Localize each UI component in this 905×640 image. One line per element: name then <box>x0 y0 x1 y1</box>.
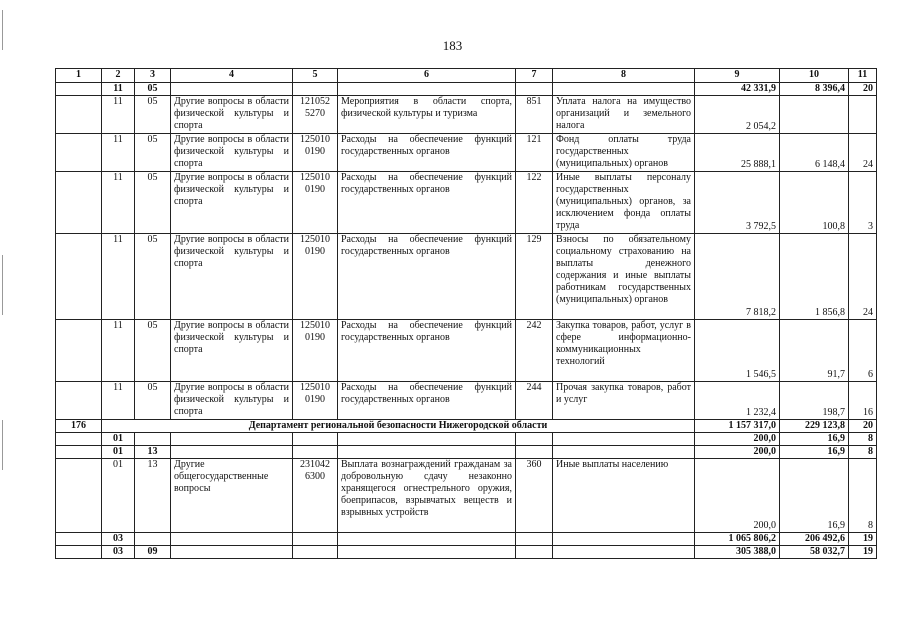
header-row <box>56 69 877 83</box>
cell-target-article: 125010 0190 <box>293 382 338 420</box>
cell-subsection: 05 <box>135 382 171 420</box>
cell-amount-plan: 7 818,2 <box>695 234 780 320</box>
cell-section-name: Другие вопросы в области физической культуры и спорта <box>171 382 293 420</box>
cell-col1 <box>56 234 102 320</box>
cell-amount-actual: 58 032,7 <box>780 546 849 559</box>
cell-amount-plan: 1 546,5 <box>695 320 780 382</box>
cell-amount-actual: 1 856,8 <box>780 234 849 320</box>
col-header-5: 5 <box>293 69 338 83</box>
cell-amount-plan: 305 388,0 <box>695 546 780 559</box>
cell-article-name: Расходы на обеспечение функций государственных органов <box>338 382 516 420</box>
cell-section: 11 <box>102 96 135 134</box>
cell-col1 <box>56 134 102 172</box>
cell-col1 <box>56 433 102 446</box>
cell-expense-type <box>516 446 553 459</box>
cell-expense-name: Иные выплаты населению <box>553 459 695 533</box>
cell-subsection: 05 <box>135 172 171 234</box>
col-header-11: 11 <box>849 69 877 83</box>
cell-expense-name: Иные выплаты персоналу государственных (муниципальных) органов, за исключением фонда оплаты труда <box>553 172 695 234</box>
cell-target-article: 125010 0190 <box>293 320 338 382</box>
cell-amount-actual: 100,8 <box>780 172 849 234</box>
cell-percent: 19 <box>849 533 877 546</box>
cell-percent: 8 <box>849 433 877 446</box>
cell-expense-name: Прочая закупка товаров, работ и услуг <box>553 382 695 420</box>
cell-expense-type <box>516 83 553 96</box>
cell-expense-type: 851 <box>516 96 553 134</box>
cell-col1 <box>56 459 102 533</box>
table-row <box>56 382 877 420</box>
cell-section: 11 <box>102 172 135 234</box>
cell-subsection <box>135 533 171 546</box>
cell-target-article <box>293 433 338 446</box>
cell-expense-name: Фонд оплаты труда государственных (муниципальных) органов <box>553 134 695 172</box>
table-row <box>56 83 877 96</box>
cell-section: 01 <box>102 459 135 533</box>
cell-expense-type: 129 <box>516 234 553 320</box>
col-header-8: 8 <box>553 69 695 83</box>
cell-expense-type: 360 <box>516 459 553 533</box>
cell-expense-name: Уплата налога на имущество организаций и земельного налога <box>553 96 695 134</box>
cell-expense-name <box>553 546 695 559</box>
cell-col1 <box>56 320 102 382</box>
margin-artifact <box>2 255 3 315</box>
cell-col1 <box>56 96 102 134</box>
cell-subsection: 05 <box>135 96 171 134</box>
cell-amount-actual: 16,9 <box>780 446 849 459</box>
cell-percent: 6 <box>849 320 877 382</box>
cell-amount-plan: 2 054,2 <box>695 96 780 134</box>
cell-col1 <box>56 446 102 459</box>
cell-percent: 3 <box>849 172 877 234</box>
cell-expense-name: Закупка товаров, работ, услуг в сфере информационно-коммуникационных технологий <box>553 320 695 382</box>
cell-expense-type: 122 <box>516 172 553 234</box>
cell-section: 11 <box>102 134 135 172</box>
cell-percent: 16 <box>849 382 877 420</box>
budget-table <box>55 68 877 559</box>
cell-subsection: 13 <box>135 446 171 459</box>
cell-percent: 8 <box>849 459 877 533</box>
cell-amount-plan: 42 331,9 <box>695 83 780 96</box>
cell-article-name <box>338 83 516 96</box>
cell-section-name: Другие общегосударственные вопросы <box>171 459 293 533</box>
cell-amount-actual: 16,9 <box>780 433 849 446</box>
cell-section-name <box>171 446 293 459</box>
cell-subsection: 13 <box>135 459 171 533</box>
cell-amount-actual: 229 123,8 <box>780 420 849 433</box>
cell-section: 03 <box>102 533 135 546</box>
page-number: 183 <box>442 38 463 53</box>
cell-subsection: 05 <box>135 234 171 320</box>
cell-expense-type <box>516 433 553 446</box>
cell-amount-plan: 1 157 317,0 <box>695 420 780 433</box>
cell-amount-plan: 1 065 806,2 <box>695 533 780 546</box>
cell-target-article <box>293 83 338 96</box>
cell-article-name <box>338 433 516 446</box>
cell-subsection: 05 <box>135 83 171 96</box>
cell-section-name <box>171 546 293 559</box>
cell-article-name: Расходы на обеспечение функций государственных органов <box>338 320 516 382</box>
cell-percent: 8 <box>849 446 877 459</box>
cell-target-article <box>293 533 338 546</box>
cell-amount-actual: 8 396,4 <box>780 83 849 96</box>
cell-section: 11 <box>102 320 135 382</box>
cell-percent: 24 <box>849 234 877 320</box>
cell-subsection: 05 <box>135 134 171 172</box>
table-row <box>56 172 877 234</box>
cell-section-name <box>171 83 293 96</box>
cell-section: 11 <box>102 83 135 96</box>
cell-target-article <box>293 446 338 459</box>
margin-artifact <box>2 420 3 470</box>
cell-subsection: 05 <box>135 320 171 382</box>
cell-amount-actual: 16,9 <box>780 459 849 533</box>
cell-expense-type: 121 <box>516 134 553 172</box>
cell-expense-type <box>516 533 553 546</box>
cell-amount-plan: 200,0 <box>695 446 780 459</box>
col-header-3: 3 <box>135 69 171 83</box>
cell-subsection <box>135 433 171 446</box>
cell-article-name: Расходы на обеспечение функций государственных органов <box>338 172 516 234</box>
col-header-1: 1 <box>56 69 102 83</box>
cell-amount-actual: 91,7 <box>780 320 849 382</box>
cell-col1 <box>56 83 102 96</box>
col-header-9: 9 <box>695 69 780 83</box>
cell-expense-type: 242 <box>516 320 553 382</box>
cell-amount-plan: 1 232,4 <box>695 382 780 420</box>
cell-amount-actual: 6 148,4 <box>780 134 849 172</box>
cell-target-article: 125010 0190 <box>293 234 338 320</box>
cell-percent <box>849 96 877 134</box>
table-row <box>56 459 877 533</box>
cell-amount-plan: 25 888,1 <box>695 134 780 172</box>
cell-article-name <box>338 533 516 546</box>
col-header-6: 6 <box>338 69 516 83</box>
cell-article-name: Выплата вознаграждений гражданам за добровольную сдачу незаконно хранящегося огнестрельного оружия, боеприпасов, взрывчатых веществ и взрывных устройств <box>338 459 516 533</box>
cell-expense-name <box>553 83 695 96</box>
cell-section-name: Другие вопросы в области физической культуры и спорта <box>171 234 293 320</box>
cell-expense-name <box>553 433 695 446</box>
cell-percent: 20 <box>849 83 877 96</box>
cell-section-name <box>171 533 293 546</box>
cell-article-name: Расходы на обеспечение функций государственных органов <box>338 134 516 172</box>
col-header-10: 10 <box>780 69 849 83</box>
table-row <box>56 546 877 559</box>
cell-section-name: Другие вопросы в области физической культуры и спорта <box>171 96 293 134</box>
cell-section-name: Другие вопросы в области физической культуры и спорта <box>171 320 293 382</box>
cell-col1 <box>56 546 102 559</box>
cell-amount-plan: 200,0 <box>695 433 780 446</box>
cell-article-name: Мероприятия в области спорта, физической культуры и туризма <box>338 96 516 134</box>
cell-section: 11 <box>102 234 135 320</box>
cell-section: 03 <box>102 546 135 559</box>
cell-expense-name <box>553 533 695 546</box>
table-row <box>56 433 877 446</box>
table-row <box>56 134 877 172</box>
cell-percent: 20 <box>849 420 877 433</box>
cell-article-name: Расходы на обеспечение функций государственных органов <box>338 234 516 320</box>
cell-expense-type: 244 <box>516 382 553 420</box>
cell-target-article: 231042 6300 <box>293 459 338 533</box>
cell-article-name <box>338 446 516 459</box>
cell-section-name <box>171 433 293 446</box>
cell-amount-actual: 206 492,6 <box>780 533 849 546</box>
cell-section: 01 <box>102 433 135 446</box>
cell-section-name: Другие вопросы в области физической культуры и спорта <box>171 134 293 172</box>
table-row <box>56 533 877 546</box>
cell-col1 <box>56 533 102 546</box>
cell-amount-actual <box>780 96 849 134</box>
table-row <box>56 320 877 382</box>
cell-expense-type <box>516 546 553 559</box>
cell-section-name: Другие вопросы в области физической культуры и спорта <box>171 172 293 234</box>
cell-target-article: 125010 0190 <box>293 172 338 234</box>
table-body <box>56 83 877 559</box>
col-header-7: 7 <box>516 69 553 83</box>
table-row <box>56 96 877 134</box>
cell-section: 01 <box>102 446 135 459</box>
cell-percent: 19 <box>849 546 877 559</box>
cell-expense-name <box>553 446 695 459</box>
cell-col1 <box>56 382 102 420</box>
cell-amount-plan: 3 792,5 <box>695 172 780 234</box>
cell-target-article: 125010 0190 <box>293 134 338 172</box>
table-row <box>56 446 877 459</box>
cell-section: 11 <box>102 382 135 420</box>
cell-article-name <box>338 546 516 559</box>
cell-amount-actual: 198,7 <box>780 382 849 420</box>
department-row <box>56 420 877 433</box>
col-header-2: 2 <box>102 69 135 83</box>
cell-subsection: 09 <box>135 546 171 559</box>
cell-target-article <box>293 546 338 559</box>
cell-amount-plan: 200,0 <box>695 459 780 533</box>
table-row <box>56 234 877 320</box>
cell-col1 <box>56 172 102 234</box>
cell-percent: 24 <box>849 134 877 172</box>
cell-code: 176 <box>56 420 102 433</box>
department-title: Департамент региональной безопасности Нижегородской области <box>102 420 695 433</box>
col-header-4: 4 <box>171 69 293 83</box>
cell-expense-name: Взносы по обязательному социальному страхованию на выплаты денежного содержания и иные выплаты работникам государственных (муниципальных) органов <box>553 234 695 320</box>
cell-target-article: 121052 5270 <box>293 96 338 134</box>
